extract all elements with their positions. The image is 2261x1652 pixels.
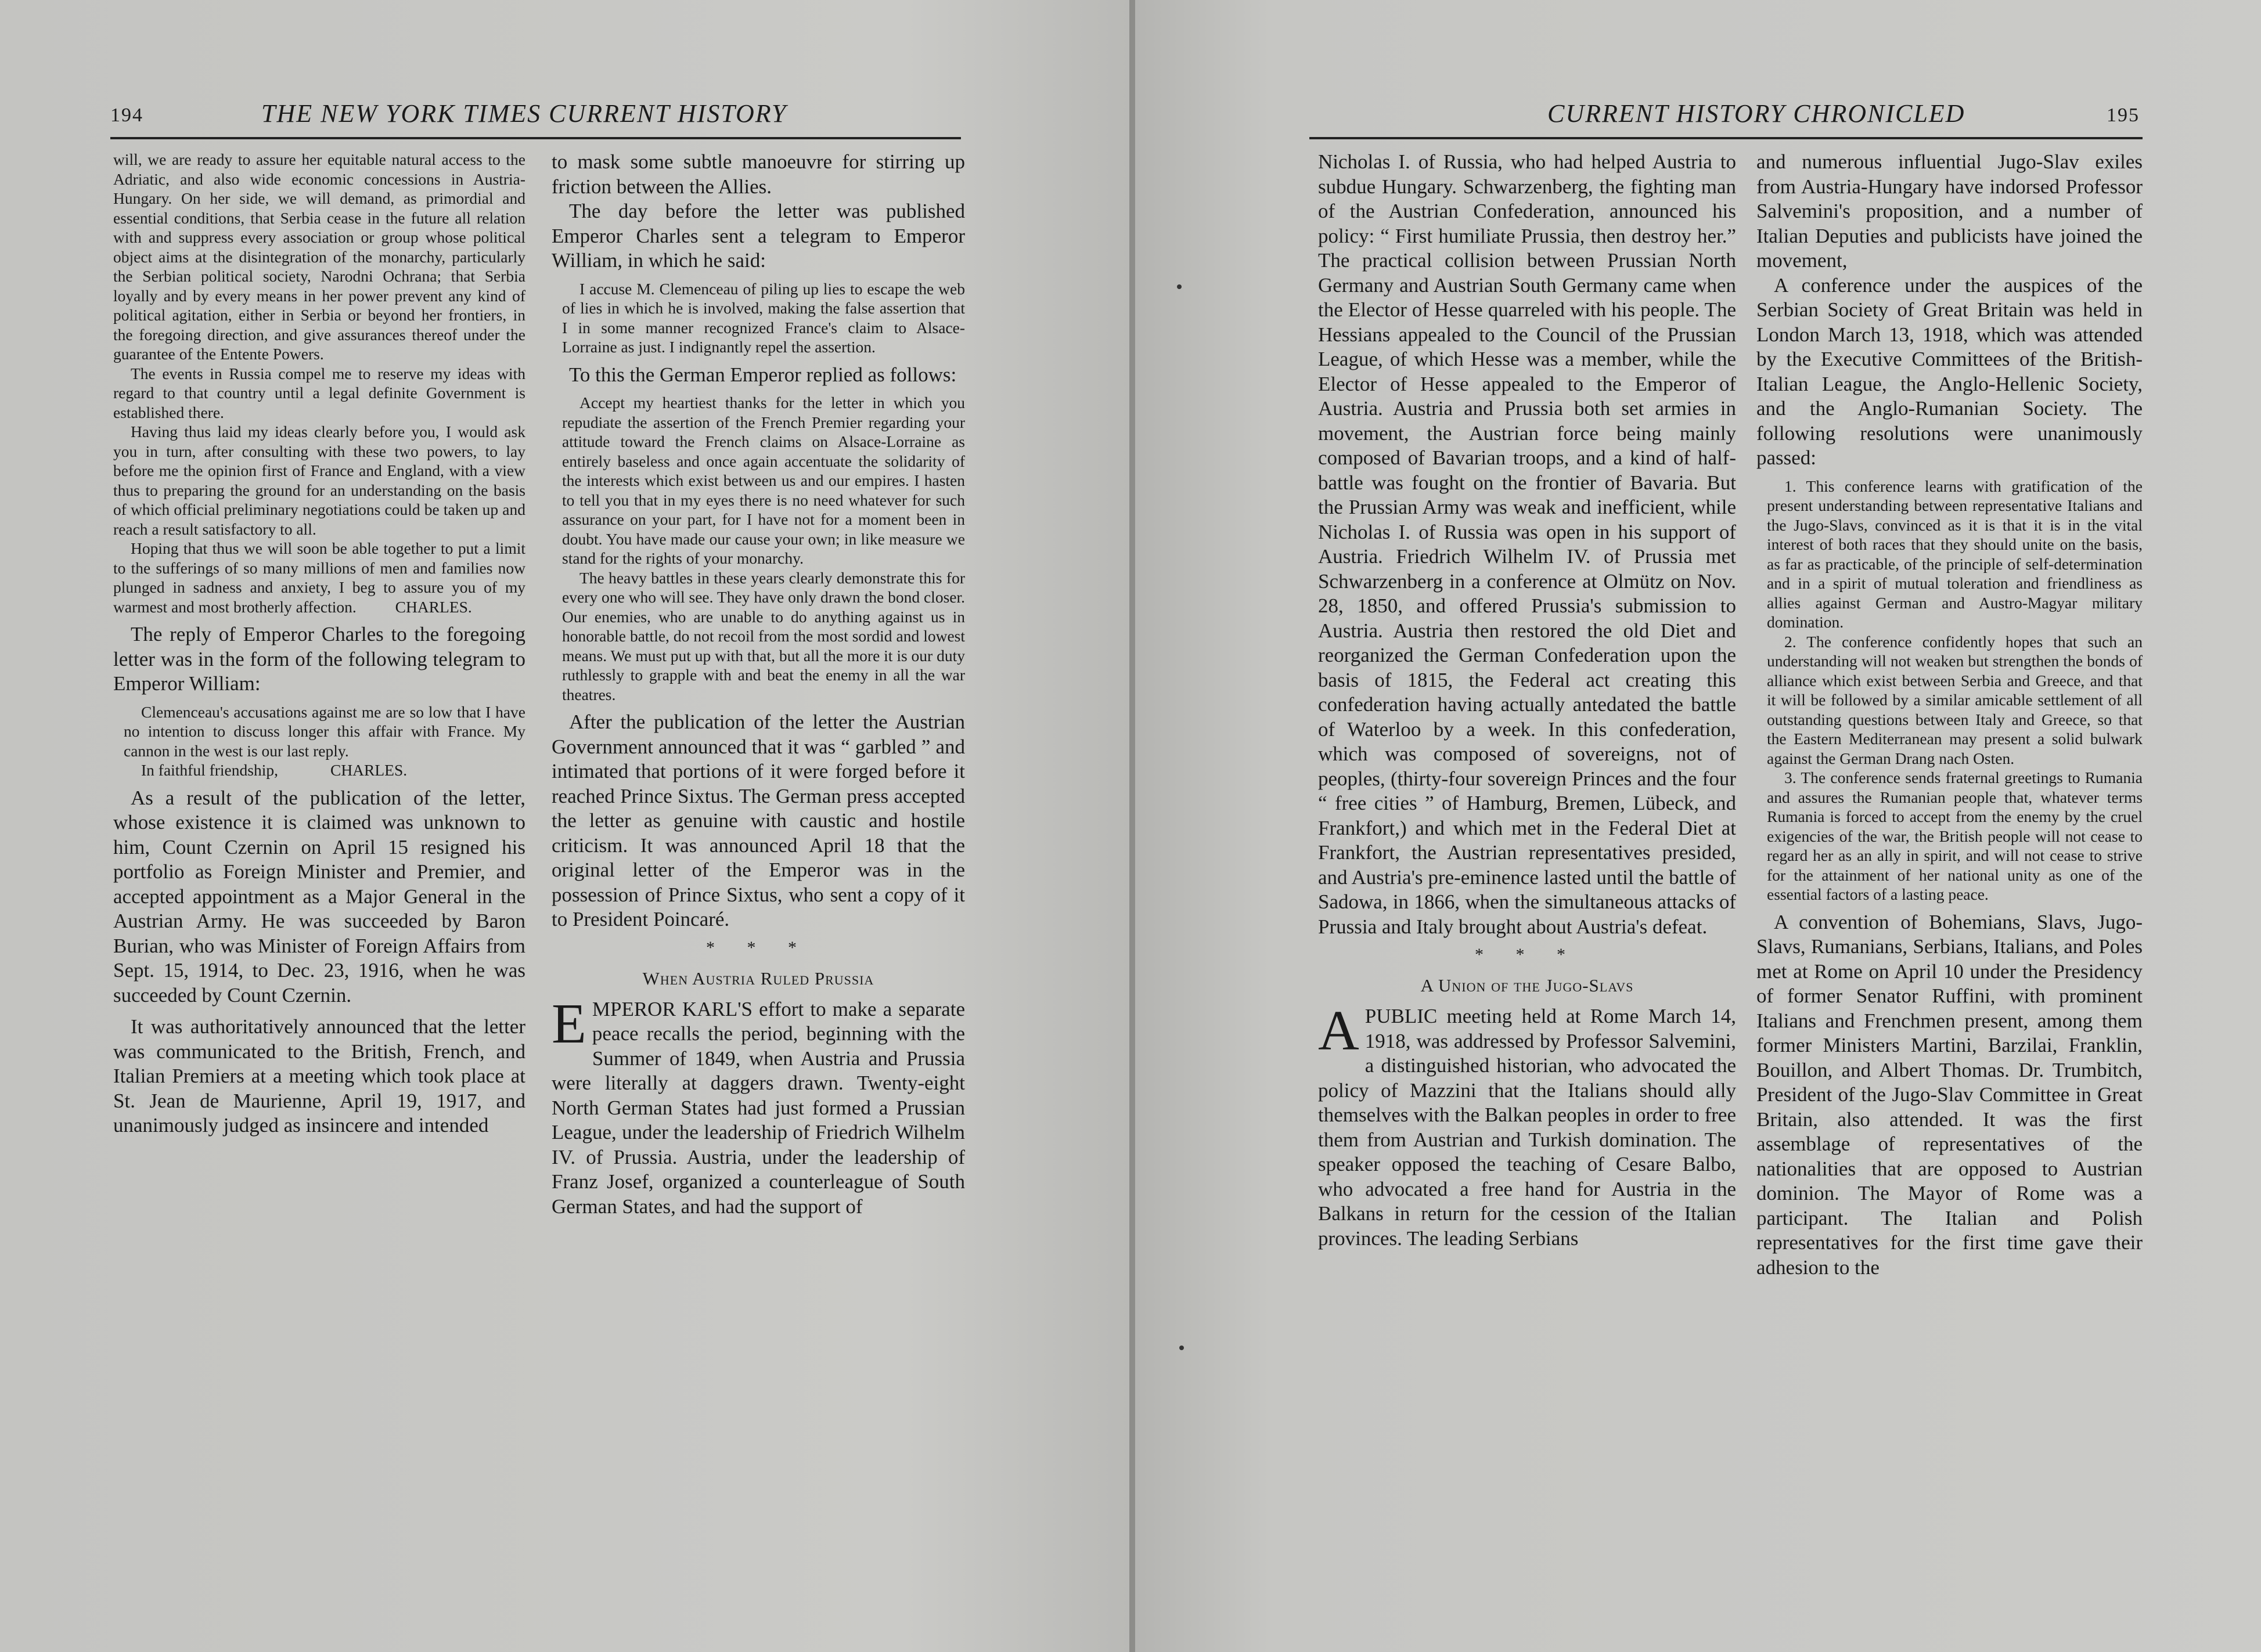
drop-cap: A bbox=[1318, 1000, 1359, 1062]
body-text bbox=[552, 992, 965, 1220]
body-paragraph: The day before the letter was published Emperor Charles sent a telegram to Emperor William, in which he said: bbox=[552, 200, 965, 272]
section-heading: When Austria Ruled Prussia bbox=[642, 968, 874, 989]
body-text bbox=[1318, 150, 1736, 939]
body-text bbox=[113, 622, 525, 697]
body-paragraph: It was authoritatively announced that the letter was communicated to the British, French, and Italian Premiers at a meeting which took place at St. Jean de Maurienne, April 19, 1917, and unanimously judged as insincere and intended bbox=[113, 1015, 525, 1137]
body-paragraph-text: PUBLIC meeting held at Rome March 14, 1918, was addressed by Professor Salvemini, a distinguished historian, who advocated the policy of Mazzini that the Italians should ally themselves with the Balkan peoples in order to free them from Austrian and Turkish domination. The speaker opposed the teaching of Cesare Balbo, who advocated a free hand for Austria in the Balkans in return for the cession of the Italian provinces. The leading Serbians bbox=[1318, 1005, 1736, 1250]
body-paragraph: Nicholas I. of Russia, who had helped Austria to subdue Hungary. Schwarzenberg, the fighting man of the Austrian Confederation, announced his policy: “ First humiliate Prussia, then destroy her.” The practical collision between Prussian North Germany and Austrian South Germany came when the Elector of Hesse quarreled with his people. The Hessians appealed to the Council of the Prussian League, of which Hesse was a member, while the Elector of Hesse appealed to the Emperor of Austria. Austria and Prussia both set armies in movement, the Austrian force being mainly composed of Bavarian troops, and a kind of half-battle was fought on the frontier of Bavaria. But the Prussian Army was weak and inefficient, while Nicholas I. of Russia was open in his support of Austria. Friedrich Wilhelm IV. of Prussia met Schwarzenberg in a conference at Olmütz on Nov. 28, 1850, and offered Prussia's submission to Austria. Austria then restored the old Diet and reorganized the German Confederation upon the basis of 1815, the Federal act creating this confederation having actually antedated the battle of Waterloo by a week. In this confederation, which was composed of sovereigns, not of peoples, (thirty-four sovereign Princes and the four “ free cities ” of Hamburg, Bremen, Lübeck, and Frankfort,) and which met in the Federal Diet at Frankfort, the Austrian representatives presided, and Austria's pre-eminence lasted until the battle of Sadowa, in 1866, when the simultaneous attacks of Prussia and Italy brought about Austria's defeat. bbox=[1318, 150, 1736, 938]
section-heading: A Union of the Jugo-Slavs bbox=[1420, 975, 1634, 995]
resolution-item: 1. This conference learns with gratification of the present understanding between representative Italians and the Jugo-Slavs, convinced as it is that it is in the vital interest of both races that they should unite on the basis, as far as practicable, of the principle of self-determination and in a spirit of mutual toleration and friendliness as allies against German and Austro-Magyar military domination. bbox=[1767, 477, 2143, 631]
right-header-title: CURRENT HISTORY CHRONICLED bbox=[1547, 99, 1965, 128]
right-column-1 bbox=[1318, 150, 1736, 1257]
body-text bbox=[1756, 910, 2143, 1281]
page-number-left: 194 bbox=[110, 104, 143, 126]
left-page bbox=[0, 0, 1129, 1652]
body-text bbox=[113, 786, 525, 1138]
page-number-right: 195 bbox=[2107, 104, 2140, 126]
telegram-quote bbox=[562, 393, 965, 704]
body-paragraph: A convention of Bohemians, Slavs, Jugo-Slavs, Rumanians, Serbians, Italians, and Poles met at Rome on April 10 under the Presidency of former Senator Ruffini, with prominent Italians and Frenchmen present, among them former Ministers Martini, Barzilai, Franklin, Bouillon, and Albert Thomas. Dr. Trumbitch, President of the Jugo-Slav Committee in Great Britain, also attended. It was the first assemblage of representatives of the nationalities that are opposed to Austrian dominion. The Mayor of Rome was a participant. The Italian and Polish representatives for the first time gave their adhesion to the bbox=[1756, 910, 2143, 1279]
quote-paragraph: Accept my heartiest thanks for the letter in which you repudiate the assertion of the French Premier regarding your attitude toward the French claims on Alsace-Lorraine as entirely baseless and once again accentuate the solidarity of the interests which exist between us and our empires. I hasten to tell you that in my eyes there is no need whatever for such assurance on your part, for I have not for a moment been in doubt. You have made our cause your own; in like measure we stand for the rights of your monarchy. bbox=[562, 394, 965, 567]
body-paragraph: After the publication of the letter the Austrian Government announced that it was “ garbled ” and intimated that portions of it were forged before it reached Prince Sixtus. The German press accepted the letter as genuine with caustic and hostile criticism. It was announced April 18 that the original letter of the Emperor was in the possession of Prince Sixtus, who sent a copy of it to President Poincaré. bbox=[552, 710, 965, 930]
letter-continuation bbox=[113, 150, 525, 616]
right-column-2 bbox=[1756, 150, 2143, 1286]
quote-closing-text: In faithful friendship, bbox=[141, 761, 278, 779]
body-paragraph bbox=[1318, 1000, 1736, 1251]
body-text bbox=[552, 363, 965, 388]
body-paragraph: and numerous influential Jugo-Slav exiles from Austria-Hungary have indorsed Professor Salvemini's proposition, and a number of Italian Deputies and publicists have joined the movement, bbox=[1756, 150, 2143, 272]
letter-paragraph: The events in Russia compel me to reserve my ideas with regard to that country until a legal definite Government is established there. bbox=[113, 364, 525, 421]
body-paragraph: A conference under the auspices of the Serbian Society of Great Britain was held in London March 13, 1918, which was attended by the Executive Committees of the British-Italian League, the Anglo-Hellenic Society, and the Anglo-Rumanian Society. The following resolutions were unanimously passed: bbox=[1756, 273, 2143, 469]
header-rule-right bbox=[1309, 137, 2143, 139]
body-paragraph: to mask some subtle manoeuvre for stirring up friction between the Allies. bbox=[552, 150, 965, 198]
body-paragraph: As a result of the publication of the letter, whose existence it is claimed was unknown to him, Count Czernin on April 15 resigned his portfolio as Foreign Minister and Premier, and accepted appointment as a Major General in the Austrian Army. He was succeeded by Baron Burian, who was Minister of Foreign Affairs from Sept. 15, 1914, to Dec. 23, 1916, when he was succeeded by Count Czernin. bbox=[113, 786, 525, 1007]
body-paragraph-text: MPEROR KARL'S effort to make a separate peace recalls the period, beginning with the Summer of 1849, when Austria and Prussia were literally at daggers drawn. Twenty-eight North German States had just formed a Prussian League, under the leadership of Friedrich Wilhelm IV. of Prussia. Austria, under the leadership of Franz Josef, organized a counterleague of South German States, and had the support of bbox=[552, 997, 965, 1218]
telegram-quote bbox=[124, 702, 525, 780]
letter-paragraph: will, we are ready to assure her equitable natural access to the Adriatic, and also wide economic concessions in Austria-Hungary. On her side, we will demand, as primordial and essential conditions, that Serbia cease in the future all relation with and suppress every association or group whose political object aims at the disintegration of the monarchy, particularly the Serbian political society, Narodni Ochrana; that Serbia loyally and by every means in her power prevent any kind of political agitation, either in Serbia or beyond her frontiers, in the foregoing direction, and give assurances thereof under the guarantee of the Entente Powers. bbox=[113, 150, 525, 363]
left-column-1 bbox=[113, 150, 525, 1144]
resolution-item: 3. The conference sends fraternal greetings to Rumania and assures the Rumanian people that, whatever terms Rumania is forced to accept from the enemy by the cruel exigencies of the war, the British people will not cease to regard her as an ally in spirit, and will not cease to strive for the attainment of her national unity as one of the essential factors of a lasting peace. bbox=[1767, 769, 2143, 903]
quote-paragraph: The heavy battles in these years clearly demonstrate this for every one who will see. They have only drawn the bond closer. Our enemies, who are unable to do anything against us in honorable battle, do not recoil from the most sordid and lowest means. We must put up with that, but all the more it is our duty ruthlessly to grapple with and beat the enemy in all the war theatres. bbox=[562, 568, 965, 704]
body-text bbox=[1756, 150, 2143, 471]
book-gutter bbox=[1129, 0, 1135, 1652]
header-rule-left bbox=[110, 137, 961, 139]
body-text bbox=[552, 710, 965, 932]
quote-paragraph: Clemenceau's accusations against me are so low that I have no intention to discuss longer this affair with France. My cannon in the west is our last reply. bbox=[124, 702, 525, 760]
left-running-head bbox=[110, 99, 964, 139]
left-header-title: THE NEW YORK TIMES CURRENT HISTORY bbox=[261, 99, 787, 128]
left-column-2 bbox=[552, 150, 965, 1225]
letter-paragraph bbox=[113, 539, 525, 616]
quote-paragraph: I accuse M. Clemenceau of piling up lies to escape the web of lies in which he is involved, making the false assertion that I in some manner recognized France's claim to Alsace-Lorraine as just. I indignantly repel the assertion. bbox=[562, 279, 965, 356]
resolution-item: 2. The conference confidently hopes that such an understanding will not weaken but strengthen the bonds of alliance which exist between Serbia and Greece, and that it will be followed by a similar amicable settlement of all outstanding questions between Italy and Greece, so that the Eastern Mediterranean may present a solid bulwark against the German Drang nach Osten. bbox=[1767, 632, 2143, 767]
telegram-quote bbox=[562, 279, 965, 357]
letter-signature: CHARLES. bbox=[395, 597, 472, 616]
paper-speck bbox=[1179, 1346, 1184, 1350]
drop-cap: E bbox=[552, 992, 586, 1055]
section-divider: * * * bbox=[1475, 945, 1579, 964]
resolutions-list bbox=[1767, 477, 2143, 904]
right-running-head bbox=[1315, 99, 2140, 139]
quote-signature: CHARLES. bbox=[330, 761, 408, 779]
letter-paragraph: Having thus laid my ideas clearly before you, I would ask you in turn, after consulting with these two powers, to lay before me the opinion first of France and England, with a view thus to preparing the ground for an understanding on the basis of which official preliminary negotiations could be taken up and reach a result satisfactory to all. bbox=[113, 423, 525, 538]
body-paragraph: The reply of Emperor Charles to the foregoing letter was in the form of the following telegram to Emperor William: bbox=[113, 623, 525, 695]
quote-closing bbox=[124, 760, 525, 780]
body-text bbox=[1318, 1000, 1736, 1251]
body-text bbox=[552, 150, 965, 273]
section-divider: * * * bbox=[706, 937, 811, 957]
letter-text: Hoping that thus we will soon be able together to put a limit to the sufferings of so many millions of men and families now plunged in sadness and anxiety, I beg to assure you of my warmest and most brotherly affection. bbox=[113, 539, 525, 616]
body-paragraph bbox=[552, 992, 965, 1220]
right-page bbox=[1135, 0, 2261, 1652]
body-paragraph: To this the German Emperor replied as follows: bbox=[569, 363, 957, 386]
paper-speck bbox=[1177, 284, 1182, 289]
